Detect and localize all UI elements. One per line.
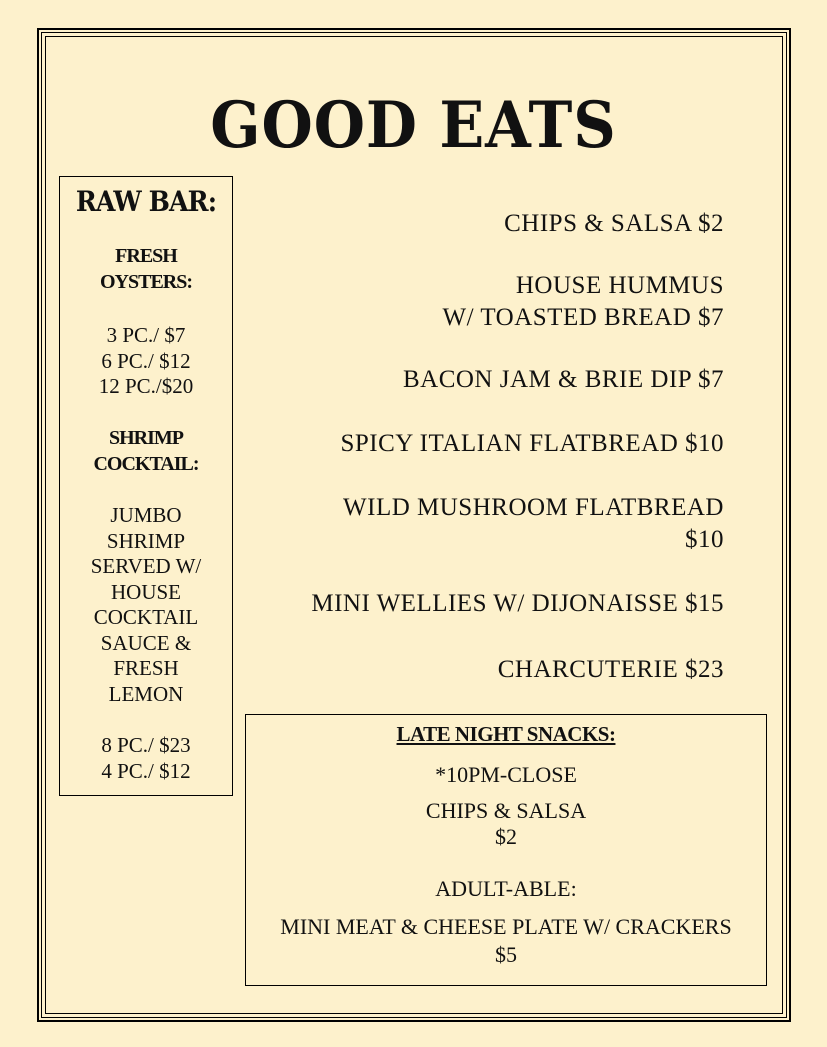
shrimp-prices	[60, 733, 232, 784]
oyster-price: 6 PC./ $12	[101, 348, 191, 373]
oyster-price: 3 PC./ $7	[106, 323, 186, 347]
late-night-note: *10PM-CLOSE	[435, 762, 577, 787]
shrimp-heading-line-2: COCKTAIL:	[93, 453, 199, 475]
late-night-heading: LATE NIGHT SNACKS:	[396, 722, 616, 746]
late-night-item-price: $2	[495, 824, 517, 849]
shrimp-description-line: SAUCE &	[100, 630, 192, 655]
shrimp-price: 8 PC./ $23	[101, 733, 191, 757]
shrimp-description-line: LEMON	[108, 681, 184, 706]
oyster-price: 12 PC./$20	[98, 374, 194, 398]
raw-bar-heading: RAW BAR:	[75, 185, 217, 218]
oyster-prices	[60, 323, 232, 400]
shrimp-description	[60, 503, 232, 707]
menu-item: BACON JAM & BRIE DIP $7	[402, 366, 724, 393]
menu-item: SPICY ITALIAN FLATBREAD $10	[340, 430, 724, 457]
menu-item: HOUSE HUMMUS W/ TOASTED BREAD $7	[442, 272, 724, 331]
raw-bar-box	[59, 176, 233, 796]
oysters-heading-line-2: OYSTERS:	[99, 271, 193, 293]
late-night-box	[245, 714, 767, 986]
late-night-item: MINI MEAT & CHEESE PLATE W/ CRACKERS	[280, 914, 732, 939]
oysters-heading	[60, 243, 232, 295]
shrimp-description-line: COCKTAIL	[93, 605, 199, 629]
late-night-item-price: $5	[495, 942, 517, 967]
shrimp-description-line: FRESH	[113, 656, 179, 680]
shrimp-description-line: HOUSE	[110, 579, 181, 604]
shrimp-description-line: SHRIMP	[106, 528, 186, 553]
shrimp-description-line: JUMBO	[110, 503, 182, 527]
menu-item: CHARCUTERIE $23	[497, 656, 724, 683]
shrimp-description-line: SERVED W/	[90, 554, 202, 578]
late-night-item: CHIPS & SALSA	[425, 798, 587, 823]
menu-item: CHIPS & SALSA $2	[504, 210, 724, 237]
shrimp-heading	[60, 425, 232, 477]
oysters-heading-line-1: FRESH	[115, 245, 177, 267]
adult-able-label: ADULT-ABLE:	[435, 876, 577, 901]
shrimp-heading-line-1: SHRIMP	[109, 427, 183, 449]
menu-item: MINI WELLIES W/ DIJONAISSE $15	[311, 590, 724, 617]
menu-item: WILD MUSHROOM FLATBREAD $10	[343, 494, 724, 553]
menu-title: GOOD EATS	[210, 88, 617, 163]
shrimp-price: 4 PC./ $12	[101, 758, 191, 783]
